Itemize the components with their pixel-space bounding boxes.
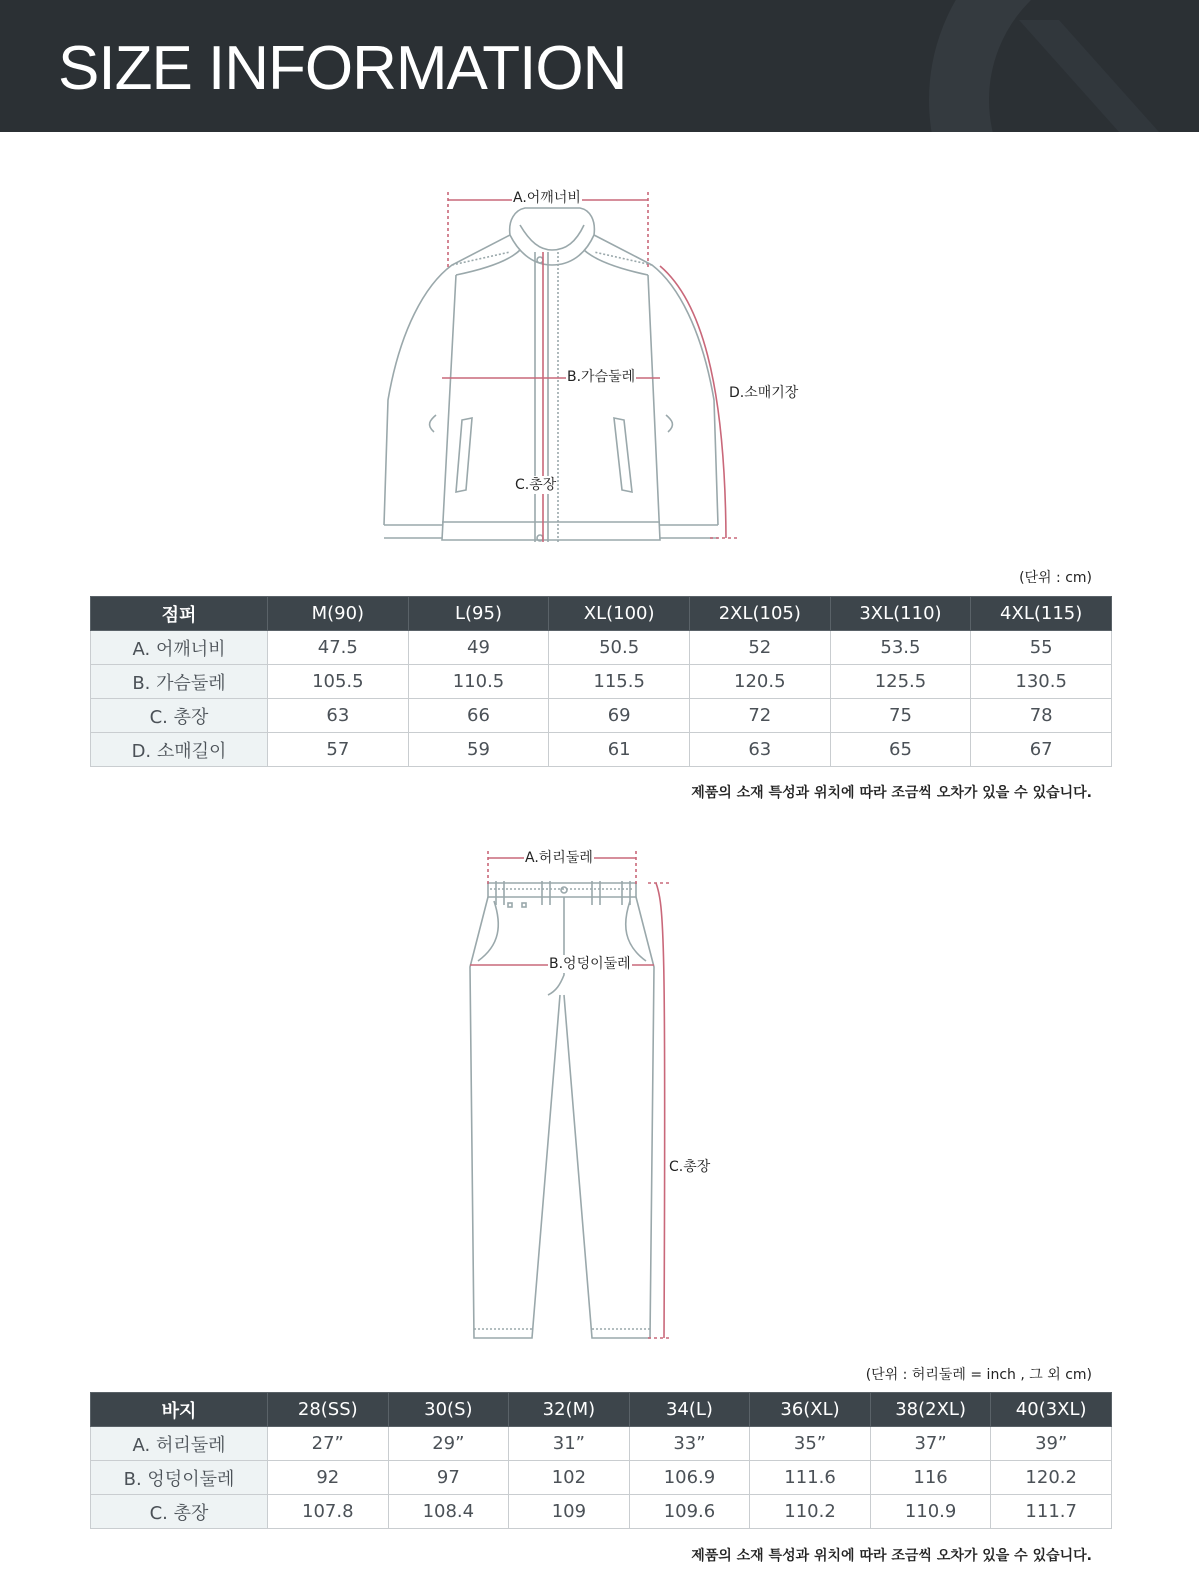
table-header-cell: M(90): [268, 597, 409, 631]
table-cell: 97: [388, 1461, 509, 1495]
table-cell: 111.6: [750, 1461, 871, 1495]
table-cell: 105.5: [268, 665, 409, 699]
table-cell: 53.5: [830, 631, 971, 665]
table-row: [91, 665, 1112, 699]
table-cell: 78: [971, 699, 1112, 733]
table-cell: 72: [689, 699, 830, 733]
table-cell: 55: [971, 631, 1112, 665]
table-cell: 125.5: [830, 665, 971, 699]
table-header-cell: 4XL(115): [971, 597, 1112, 631]
row-label: A. 어깨너비: [91, 631, 268, 665]
table-cell: 110.5: [408, 665, 549, 699]
pants-size-table: [90, 1392, 1112, 1529]
table-cell: 109: [509, 1495, 630, 1529]
table-row: [91, 733, 1112, 767]
pants-disclaimer: 제품의 소재 특성과 위치에 따라 조금씩 오차가 있을 수 있습니다.: [691, 1548, 1092, 1564]
table-cell: 50.5: [549, 631, 690, 665]
table-header-cell: 40(3XL): [991, 1393, 1112, 1427]
table-header-cell: 34(L): [629, 1393, 750, 1427]
table-header-cell: 38(2XL): [870, 1393, 991, 1427]
table-header-cell: 28(SS): [268, 1393, 389, 1427]
table-cell: 63: [689, 733, 830, 767]
table-header-cell: XL(100): [549, 597, 690, 631]
row-label: B. 엉덩이둘레: [91, 1461, 268, 1495]
pants-illustration: [460, 845, 730, 1350]
table-cell: 52: [689, 631, 830, 665]
table-cell: 47.5: [268, 631, 409, 665]
table-row: [91, 631, 1112, 665]
table-cell: 59: [408, 733, 549, 767]
jacket-label-length: C.총장: [515, 477, 557, 493]
table-header-cell: 점퍼: [91, 597, 268, 631]
table-cell: 27”: [268, 1427, 389, 1461]
table-cell: 33”: [629, 1427, 750, 1461]
table-row: [91, 1461, 1112, 1495]
table-cell: 110.2: [750, 1495, 871, 1529]
table-cell: 57: [268, 733, 409, 767]
table-cell: 110.9: [870, 1495, 991, 1529]
table-cell: 111.7: [991, 1495, 1112, 1529]
table-row: [91, 1495, 1112, 1529]
jacket-size-table: [90, 596, 1112, 767]
table-header-cell: 2XL(105): [689, 597, 830, 631]
page-title: SIZE INFORMATION: [58, 34, 627, 103]
table-cell: 108.4: [388, 1495, 509, 1529]
table-cell: 29”: [388, 1427, 509, 1461]
table-row: [91, 1427, 1112, 1461]
table-header-cell: 32(M): [509, 1393, 630, 1427]
jacket-unit-note: (단위 : cm): [1019, 570, 1092, 586]
table-cell: 49: [408, 631, 549, 665]
row-label: D. 소매길이: [91, 733, 268, 767]
logo-watermark-icon: [799, 0, 1199, 132]
table-header-row: [91, 1393, 1112, 1427]
table-cell: 35”: [750, 1427, 871, 1461]
table-cell: 130.5: [971, 665, 1112, 699]
pants-unit-note: (단위 : 허리둘레 = inch , 그 외 cm): [865, 1367, 1092, 1383]
table-cell: 115.5: [549, 665, 690, 699]
table-cell: 106.9: [629, 1461, 750, 1495]
table-cell: 107.8: [268, 1495, 389, 1529]
table-cell: 31”: [509, 1427, 630, 1461]
jacket-diagram: [370, 180, 810, 550]
table-row: [91, 699, 1112, 733]
pants-diagram: [460, 845, 730, 1350]
table-cell: 120.5: [689, 665, 830, 699]
row-label: C. 총장: [91, 1495, 268, 1529]
table-cell: 39”: [991, 1427, 1112, 1461]
pants-label-hip: B.엉덩이둘레: [549, 956, 631, 972]
table-cell: 66: [408, 699, 549, 733]
table-header-cell: 30(S): [388, 1393, 509, 1427]
row-label: B. 가슴둘레: [91, 665, 268, 699]
table-cell: 120.2: [991, 1461, 1112, 1495]
table-cell: 61: [549, 733, 690, 767]
jacket-label-shoulder: A.어깨너비: [513, 190, 581, 206]
table-header-cell: 3XL(110): [830, 597, 971, 631]
jacket-illustration: [370, 180, 810, 550]
jacket-label-chest: B.가슴둘레: [567, 369, 636, 385]
table-cell: 63: [268, 699, 409, 733]
table-cell: 102: [509, 1461, 630, 1495]
jacket-disclaimer: 제품의 소재 특성과 위치에 따라 조금씩 오차가 있을 수 있습니다.: [691, 785, 1092, 801]
table-cell: 116: [870, 1461, 991, 1495]
pants-label-waist: A.허리둘레: [525, 850, 593, 866]
pants-label-length: C.총장: [669, 1159, 711, 1175]
table-header-row: [91, 597, 1112, 631]
table-cell: 92: [268, 1461, 389, 1495]
table-header-cell: 바지: [91, 1393, 268, 1427]
table-header-cell: 36(XL): [750, 1393, 871, 1427]
table-cell: 65: [830, 733, 971, 767]
table-cell: 37”: [870, 1427, 991, 1461]
table-cell: 109.6: [629, 1495, 750, 1529]
jacket-label-sleeve: D.소매기장: [729, 385, 799, 401]
table-cell: 67: [971, 733, 1112, 767]
row-label: A. 허리둘레: [91, 1427, 268, 1461]
table-header-cell: L(95): [408, 597, 549, 631]
page-header: [0, 0, 1199, 132]
table-cell: 69: [549, 699, 690, 733]
table-cell: 75: [830, 699, 971, 733]
row-label: C. 총장: [91, 699, 268, 733]
